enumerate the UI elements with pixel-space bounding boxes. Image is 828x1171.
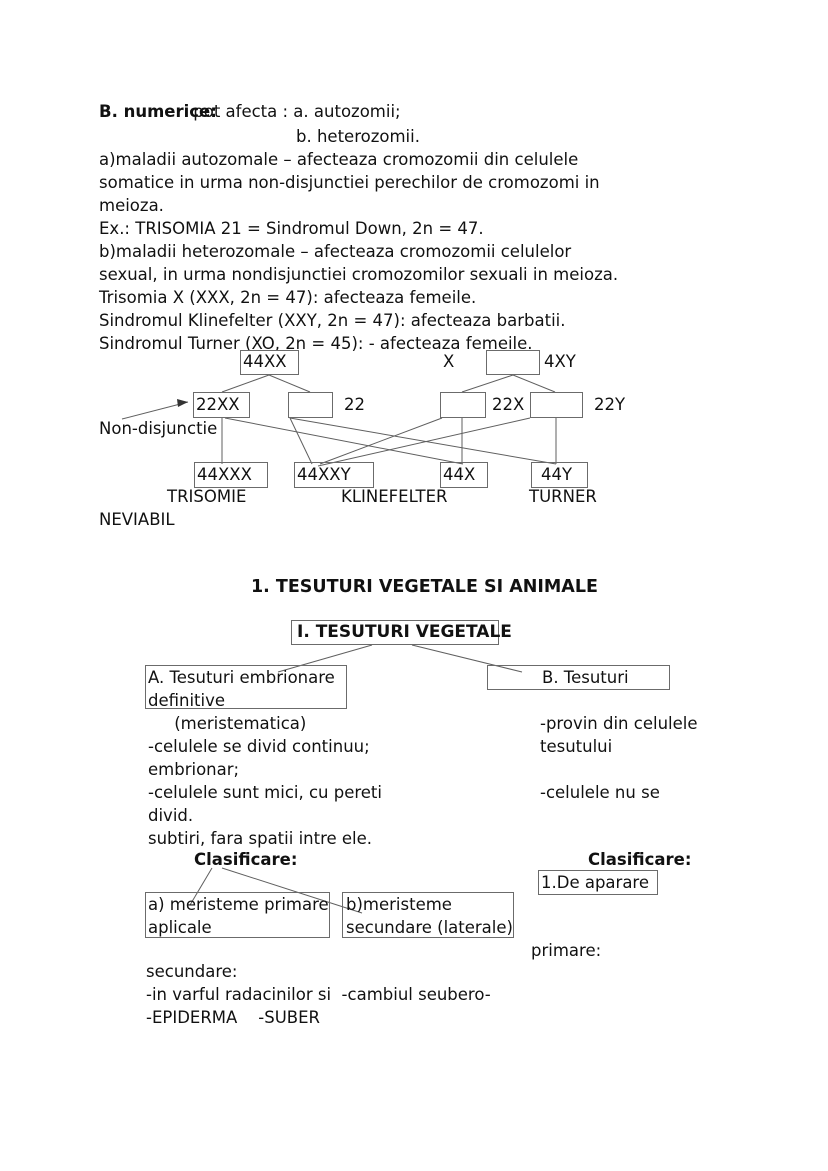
diagram-box-44xx-label: 44XX [243, 352, 287, 371]
diagram-box-row2-4 [530, 392, 583, 418]
diagram-box-row1-right [486, 350, 540, 375]
section2-right-primare: primare: [531, 941, 602, 960]
section1-paragraph: somatice in urma non-disjunctiei perechilor de cromozomi in [99, 173, 600, 192]
section2-left-line: (meristematica) [148, 714, 307, 733]
section2-left-line: -celulele sunt mici, cu pereti [148, 783, 382, 802]
section2-meristeme-a-line1: a) meristeme primare [148, 895, 329, 914]
section2-de-aparare-label: 1.De aparare [541, 873, 650, 892]
section2-branch-left-line1: A. Tesuturi embrionare [148, 668, 335, 687]
section2-bottom-line: secundare: [146, 962, 238, 981]
section2-meristeme-b-line1: b)meristeme [346, 895, 452, 914]
diagram-label-22x: 22X [492, 395, 525, 414]
diagram-label-22y: 22Y [594, 395, 626, 414]
section2-subtitle-label: I. TESUTURI VEGETALE [297, 622, 512, 642]
section2-meristeme-a-line2: aplicale [148, 918, 212, 937]
diagram-label-22: 22 [344, 395, 365, 414]
diagram-label-4xy: 4XY [544, 352, 576, 371]
diagram-box-row2-3 [440, 392, 486, 418]
section2-left-line: subtiri, fara spatii intre ele. [148, 829, 373, 848]
section1-paragraph: Ex.: TRISOMIA 21 = Sindromul Down, 2n = 47. [99, 219, 484, 238]
section2-right-line: -celulele nu se [540, 783, 660, 802]
diagram-box-row2-2 [288, 392, 333, 418]
section2-title: 1. TESUTURI VEGETALE SI ANIMALE [251, 577, 598, 597]
diagram-annotation-non-disjunctie: Non-disjunctie [99, 419, 218, 438]
section1-paragraph: Sindromul Klinefelter (XXY, 2n = 47): afecteaza barbatii. [99, 311, 566, 330]
section1-paragraph: Trisomia X (XXX, 2n = 47): afecteaza femeile. [99, 288, 477, 307]
diagram-label-x: X [443, 352, 455, 371]
diagram-box-44y-label: 44Y [541, 465, 573, 484]
section2-meristeme-b-line2: secundare (laterale) [346, 918, 513, 937]
diagram-box-44x-label: 44X [443, 465, 476, 484]
section2-clasificare-left: Clasificare: [194, 850, 298, 869]
diagram-caption-turner: TURNER [529, 487, 597, 506]
diagram-box-44xxx-label: 44XXX [197, 465, 252, 484]
section1-paragraph: a)maladii autozomale – afecteaza cromozomii din celulele [99, 150, 579, 169]
section1-heading-rest: pot afecta : a. autozomii; [188, 102, 401, 121]
section2-branch-left-line2: definitive [148, 691, 226, 710]
section1-paragraph: sexual, in urma nondisjunctiei cromozomilor sexuali in meioza. [99, 265, 619, 284]
section1-paragraph: b)maladii heterozomale – afecteaza cromozomii celulelor [99, 242, 572, 261]
section1-heading-bold: B. numerice: [99, 102, 217, 121]
section2-right-line: tesutului [540, 737, 613, 756]
section2-clasificare-right: Clasificare: [588, 850, 692, 869]
diagram-caption-trisomie: TRISOMIE [167, 487, 247, 506]
section1-paragraph: meioza. [99, 196, 164, 215]
section2-branch-right-label: B. Tesuturi [542, 668, 629, 687]
section1-line-b: b. heterozomii. [296, 127, 420, 146]
section2-left-line: divid. [148, 806, 194, 825]
section2-left-line: -celulele se divid continuu; [148, 737, 370, 756]
diagram-box-44xxy-label: 44XXY [297, 465, 351, 484]
section2-bottom-line: -EPIDERMA -SUBER [146, 1008, 321, 1027]
section2-bottom-line: -in varful radacinilor si -cambiul seubero- [146, 985, 491, 1004]
section2-left-line: embrionar; [148, 760, 240, 779]
diagram-box-22xx-label: 22XX [196, 395, 240, 414]
diagram-caption-klinefelter: KLINEFELTER [341, 487, 448, 506]
section2-right-line: -provin din celulele [540, 714, 698, 733]
section1-paragraph: Sindromul Turner (XO, 2n = 45): - afecteaza femeile. [99, 334, 533, 353]
diagram-caption-neviabil: NEVIABIL [99, 510, 175, 529]
